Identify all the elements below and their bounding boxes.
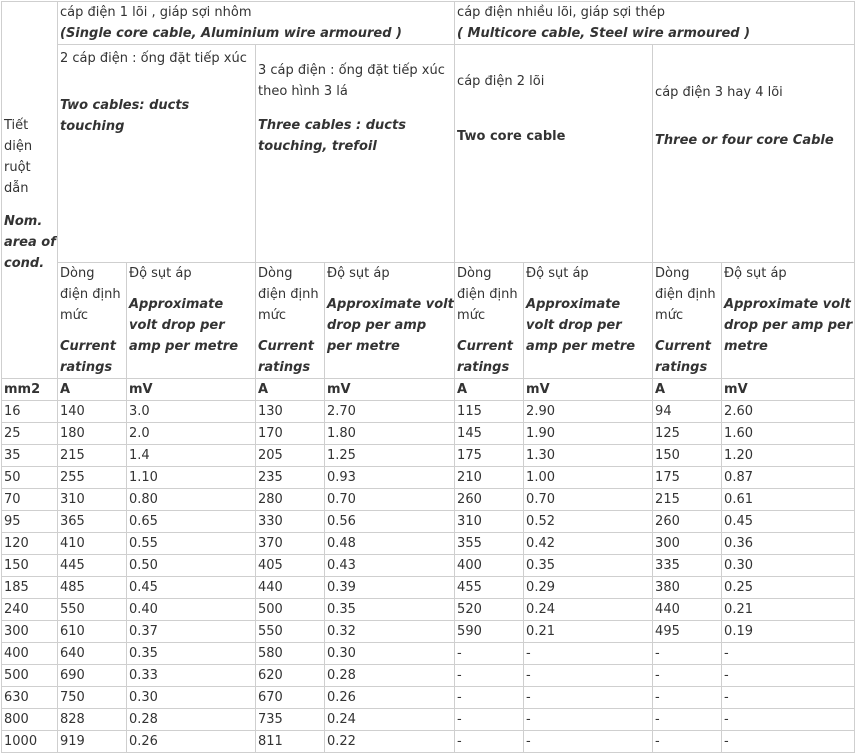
table-row [2,423,855,445]
current-cell: 495 [653,621,722,643]
table-row [2,621,855,643]
config-1-en: Two cables: ducts touching [60,98,190,134]
current-cell: 370 [256,533,325,555]
current-cell: 170 [256,423,325,445]
unit-drop: mV [722,379,855,401]
drop-cell: 0.26 [325,687,455,709]
table-row [2,467,855,489]
group-header-aluminium [58,2,455,45]
drop-cell: 1.10 [127,467,256,489]
drop-cell: 0.26 [127,731,256,753]
area-cell: 400 [2,643,58,665]
drop-cell: 0.56 [325,511,455,533]
config-4-en: Three or four core Cable [655,133,834,148]
drop-cell: 0.29 [524,577,653,599]
area-header-en: Nom. area of cond. [4,213,56,271]
current-cell: 150 [653,445,722,467]
area-cell: 800 [2,709,58,731]
drop-cell: 0.35 [325,599,455,621]
current-cell: 260 [653,511,722,533]
current-cell: 260 [455,489,524,511]
area-cell: 70 [2,489,58,511]
drop-header-vn: Độ sụt áp [724,266,787,281]
drop-cell: 0.65 [127,511,256,533]
drop-header-en: Approximate volt drop per amp per metre [129,297,239,354]
drop-cell: 0.36 [722,533,855,555]
current-cell: - [455,687,524,709]
drop-cell: 0.33 [127,665,256,687]
drop-cell: 0.45 [722,511,855,533]
table-row [2,511,855,533]
current-header-vn: Dòng điện định mức [655,266,716,323]
config-2-en: Three cables : ducts touching, trefoil [258,118,406,154]
table-row [2,599,855,621]
current-cell: 205 [256,445,325,467]
drop-cell: - [524,731,653,753]
drop-cell: 0.80 [127,489,256,511]
drop-header-3 [524,263,653,379]
area-cell: 16 [2,401,58,423]
current-cell: 145 [455,423,524,445]
area-header-cell [2,2,58,379]
drop-cell: 0.21 [524,621,653,643]
current-cell: 735 [256,709,325,731]
current-cell: 180 [58,423,127,445]
current-cell: - [455,665,524,687]
current-cell: 310 [455,511,524,533]
drop-header-vn: Độ sụt áp [327,266,390,281]
area-cell: 300 [2,621,58,643]
current-header-vn: Dòng điện định mức [258,266,319,323]
current-cell: 94 [653,401,722,423]
drop-cell: - [722,687,855,709]
unit-current: A [653,379,722,401]
area-cell: 185 [2,577,58,599]
drop-header-vn: Độ sụt áp [129,266,192,281]
config-2-vn: 3 cáp điện : ống đặt tiếp xúc theo hình 3 lá [258,63,445,99]
drop-cell: 3.0 [127,401,256,423]
drop-cell: 0.24 [325,709,455,731]
table-row [2,445,855,467]
current-cell: 620 [256,665,325,687]
drop-cell: 0.43 [325,555,455,577]
current-cell: - [455,731,524,753]
table-row [2,665,855,687]
config-header-three-cables [256,45,455,263]
drop-cell: 0.55 [127,533,256,555]
current-cell: 355 [455,533,524,555]
current-cell: 445 [58,555,127,577]
drop-cell: 2.90 [524,401,653,423]
current-cell: 811 [256,731,325,753]
drop-cell: 0.45 [127,577,256,599]
current-cell: 400 [455,555,524,577]
drop-cell: 1.60 [722,423,855,445]
cable-ratings-table [1,1,855,753]
current-header-1 [58,263,127,379]
table-row [2,643,855,665]
current-cell: 330 [256,511,325,533]
area-cell: 630 [2,687,58,709]
current-cell: 380 [653,577,722,599]
drop-cell: 0.30 [127,687,256,709]
table-row [2,533,855,555]
drop-cell: 2.70 [325,401,455,423]
config-header-two-cables [58,45,256,263]
current-header-3 [455,263,524,379]
table-body [2,401,855,753]
area-cell: 95 [2,511,58,533]
drop-header-en: Approximate volt drop per amp per metre [526,297,636,354]
drop-cell: 0.19 [722,621,855,643]
config-header-two-core [455,45,653,263]
current-cell: 440 [653,599,722,621]
drop-cell: 1.00 [524,467,653,489]
current-cell: 235 [256,467,325,489]
drop-cell: 0.39 [325,577,455,599]
current-cell: 140 [58,401,127,423]
group-st-vn: cáp điện nhiều lõi, giáp sợi thép [457,5,665,20]
current-cell: - [653,709,722,731]
unit-current: A [455,379,524,401]
current-cell: 125 [653,423,722,445]
current-cell: 500 [256,599,325,621]
area-cell: 25 [2,423,58,445]
table-row [2,555,855,577]
current-cell: 550 [58,599,127,621]
config-header-multi-core [653,45,855,263]
drop-cell: 0.37 [127,621,256,643]
drop-cell: - [722,665,855,687]
config-3-vn: cáp điện 2 lõi [457,74,545,89]
current-cell: - [653,665,722,687]
group-st-en: ( Multicore cable, Steel wire armoured ) [457,26,751,41]
drop-cell: - [524,643,653,665]
drop-header-2 [325,263,455,379]
drop-cell: 0.93 [325,467,455,489]
drop-header-vn: Độ sụt áp [526,266,589,281]
current-cell: 919 [58,731,127,753]
area-cell: 500 [2,665,58,687]
drop-cell: - [722,709,855,731]
current-cell: 410 [58,533,127,555]
drop-cell: 0.42 [524,533,653,555]
current-cell: - [455,643,524,665]
drop-cell: 1.80 [325,423,455,445]
config-1-vn: 2 cáp điện : ống đặt tiếp xúc [60,51,247,66]
drop-cell: 0.35 [524,555,653,577]
current-cell: - [653,687,722,709]
current-cell: 365 [58,511,127,533]
current-cell: - [455,709,524,731]
unit-current: A [256,379,325,401]
drop-cell: 0.50 [127,555,256,577]
current-header-en: Current ratings [655,339,711,375]
current-header-vn: Dòng điện định mức [60,266,121,323]
current-cell: 300 [653,533,722,555]
group-al-vn: cáp điện 1 lõi , giáp sợi nhôm [60,5,252,20]
drop-cell: 0.70 [524,489,653,511]
current-cell: 828 [58,709,127,731]
current-header-2 [256,263,325,379]
drop-cell: 1.4 [127,445,256,467]
current-cell: 215 [58,445,127,467]
drop-cell: - [722,643,855,665]
current-cell: 255 [58,467,127,489]
table-header [2,2,855,401]
current-cell: 280 [256,489,325,511]
drop-cell: 0.24 [524,599,653,621]
table-row [2,687,855,709]
drop-cell: 0.22 [325,731,455,753]
current-cell: 130 [256,401,325,423]
drop-cell: 0.30 [325,643,455,665]
unit-drop: mV [325,379,455,401]
drop-cell: - [722,731,855,753]
current-cell: - [653,731,722,753]
unit-area: mm2 [2,379,58,401]
drop-cell: - [524,665,653,687]
unit-drop: mV [524,379,653,401]
drop-cell: 0.40 [127,599,256,621]
drop-cell: 0.52 [524,511,653,533]
drop-cell: - [524,687,653,709]
drop-cell: 0.25 [722,577,855,599]
drop-cell: - [524,709,653,731]
drop-cell: 0.21 [722,599,855,621]
current-cell: 750 [58,687,127,709]
drop-cell: 0.32 [325,621,455,643]
drop-cell: 1.30 [524,445,653,467]
current-cell: 610 [58,621,127,643]
drop-cell: 2.60 [722,401,855,423]
current-header-vn: Dòng điện định mức [457,266,518,323]
current-cell: - [653,643,722,665]
drop-cell: 1.20 [722,445,855,467]
area-cell: 35 [2,445,58,467]
drop-cell: 2.0 [127,423,256,445]
table-row [2,709,855,731]
config-4-vn: cáp điện 3 hay 4 lõi [655,85,783,100]
group-header-steel [455,2,855,45]
current-cell: 440 [256,577,325,599]
drop-cell: 1.25 [325,445,455,467]
current-cell: 485 [58,577,127,599]
current-cell: 310 [58,489,127,511]
drop-cell: 1.90 [524,423,653,445]
current-cell: 670 [256,687,325,709]
current-cell: 690 [58,665,127,687]
table-row [2,577,855,599]
current-cell: 175 [455,445,524,467]
current-cell: 550 [256,621,325,643]
current-cell: 335 [653,555,722,577]
current-cell: 210 [455,467,524,489]
current-cell: 215 [653,489,722,511]
table-row [2,489,855,511]
area-header-vn: Tiết diện ruột dẫn [4,117,33,196]
current-cell: 115 [455,401,524,423]
drop-cell: 0.87 [722,467,855,489]
area-cell: 120 [2,533,58,555]
unit-drop: mV [127,379,256,401]
drop-header-4 [722,263,855,379]
drop-cell: 0.35 [127,643,256,665]
table-row [2,401,855,423]
drop-cell: 0.70 [325,489,455,511]
current-cell: 640 [58,643,127,665]
unit-current: A [58,379,127,401]
drop-cell: 0.30 [722,555,855,577]
drop-header-en: Approximate volt drop per amp per metre [724,297,853,354]
current-cell: 455 [455,577,524,599]
current-header-4 [653,263,722,379]
drop-header-1 [127,263,256,379]
current-header-en: Current ratings [60,339,116,375]
drop-cell: 0.28 [127,709,256,731]
group-al-en: (Single core cable, Aluminium wire armoured ) [60,26,402,41]
config-3-en: Two core cable [457,129,566,144]
current-header-en: Current ratings [258,339,314,375]
current-cell: 520 [455,599,524,621]
drop-header-en: Approximate volt drop per amp per metre [327,297,454,354]
area-cell: 240 [2,599,58,621]
drop-cell: 0.28 [325,665,455,687]
current-header-en: Current ratings [457,339,513,375]
area-cell: 50 [2,467,58,489]
units-row [2,379,855,401]
table-row [2,731,855,753]
area-cell: 1000 [2,731,58,753]
current-cell: 590 [455,621,524,643]
drop-cell: 0.61 [722,489,855,511]
current-cell: 405 [256,555,325,577]
current-cell: 580 [256,643,325,665]
drop-cell: 0.48 [325,533,455,555]
area-cell: 150 [2,555,58,577]
current-cell: 175 [653,467,722,489]
